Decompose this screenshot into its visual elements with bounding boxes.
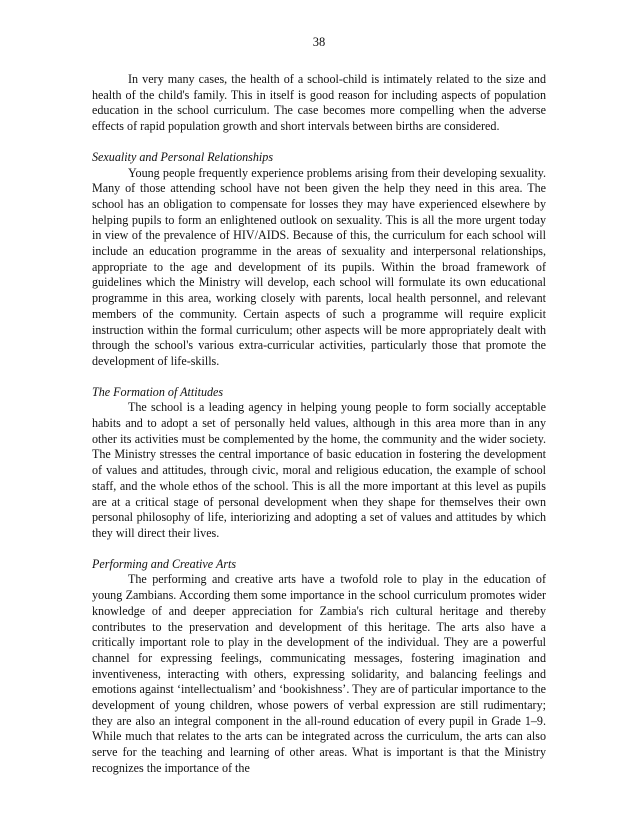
- section-body-sexuality: Young people frequently experience problems arising from their developing sexuality. Many of those attending school have not been given the help they need in this area. The school has an obligation to compensate for losses they may have experienced elsewhere by helping pupils to form an enlightened outlook on sexuality. This is all the more urgent today in view of the prevalence of HIV/AIDS. Because of this, the curriculum for each school will include an education programme in the areas of sexuality and interpersonal relationships, appropriate to the age and development of its pupils. Within the broad framework of guidelines which the Ministry will develop, each school will formulate its own educational programme in this area, working closely with parents, local health personnel, and relevant members of the community. Certain aspects of such a programme will require explicit instruction within the formal curriculum; other aspects will be more appropriately dealt with through the school's various extra-curricular activities, particularly those that promote the development of life-skills.: [92, 165, 546, 368]
- section-heading-sexuality: Sexuality and Personal Relationships: [92, 149, 274, 164]
- page-content: [92, 72, 546, 777]
- intro-paragraph: In very many cases, the health of a school-child is intimately related to the size and health of the child's family. This in itself is good reason for including aspects of population education in the school curriculum. The case becomes more compelling when the adverse effects of rapid population growth and short intervals between births are considered.: [92, 72, 546, 134]
- section-body-arts: The performing and creative arts have a twofold role to play in the education of young Zambians. According them some importance in the school curriculum promotes wider knowledge of and deeper appreciation for Zambia's rich cultural heritage and thereby contributes to the preservation and development of this heritage. The arts also have a critically important role to play in the development of the individual. They are a powerful channel for expressing feelings, communicating messages, fostering imagination and inventiveness, interacting with others, expressing solidarity, and balancing feelings and emotions against ‘intellectualism’ and ‘bookishness’. They are of particular importance to the development of young children, whose powers of verbal expression are still rudimentary; they are also an integral component in the all-round education of every pupil in Grade 1–9. While much that relates to the arts can be integrated across the curriculum, the arts can also serve for the teaching and learning of other areas. What is important is that the Ministry recognizes the importance of the: [92, 572, 546, 775]
- section-heading-arts: Performing and Creative Arts: [92, 556, 237, 571]
- section-heading-attitudes: The Formation of Attitudes: [92, 384, 224, 399]
- section-body-attitudes: The school is a leading agency in helping young people to form socially acceptable habits and to adopt a set of personally held values, although in this area more than in any other its activities must be complemented by the home, the community and the wider society. The Ministry stresses the central importance of basic education in fostering the development of values and attitudes, through civic, moral and religious education, the example of school staff, and the whole ethos of the school. This is all the more important at this level as pupils are at a critical stage of personal development when they shape for themselves their own personal philosophy of life, interiorizing and adopting a set of values and attitudes by which they will direct their lives.: [92, 400, 546, 540]
- page-number: 38: [312, 35, 326, 49]
